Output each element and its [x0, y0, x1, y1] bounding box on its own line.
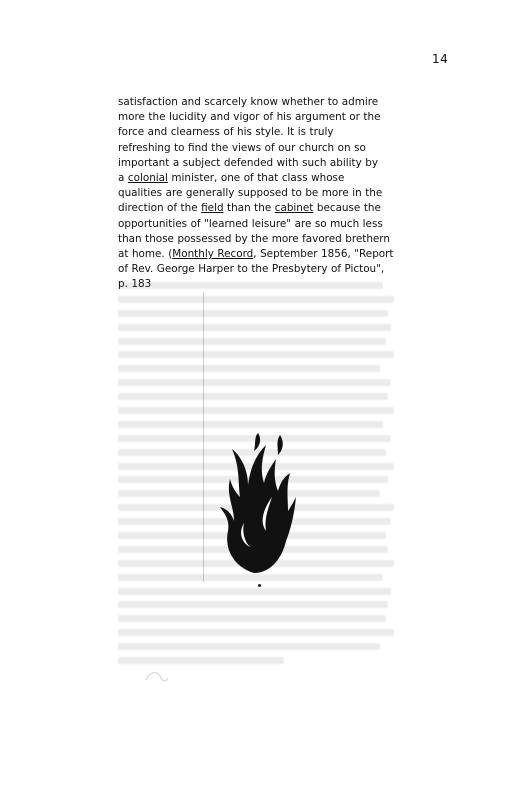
quote-line: opportunities of "learned leisure" are so much less [118, 217, 383, 230]
underlined-word-colonial: colonial [127, 172, 168, 185]
text-run: than the [223, 202, 275, 215]
quote-line: refreshing to find the views of our church on so [118, 141, 366, 154]
citation-title-monthly-record: Monthly Record [172, 248, 254, 261]
text-run: minister, one of that class whose [167, 172, 345, 185]
quote-line: than those possessed by the more favored brethern [118, 232, 390, 245]
quote-line [118, 247, 394, 262]
quote-line [118, 171, 390, 186]
text-run: , September 1856, "Report [253, 248, 394, 261]
ink-dot [258, 584, 261, 587]
quote-line: important a subject defended with such ability by [118, 156, 379, 169]
quote-line: p. 183 [118, 278, 152, 291]
flame-icon [214, 427, 296, 575]
quote-line: satisfaction and scarcely know whether to admire [118, 96, 379, 108]
pencil-mark [144, 668, 170, 686]
quote-block [118, 95, 394, 293]
quote-line: more the lucidity and vigor of his argument or the [118, 111, 381, 124]
quote-line [118, 201, 390, 216]
underlined-word-field: field [201, 202, 224, 215]
text-run: a [118, 172, 128, 185]
quote-line: qualities are generally supposed to be more in the [118, 187, 383, 200]
fold-line [203, 292, 204, 582]
page-number: 14 [432, 52, 449, 66]
text-run: direction of the [118, 202, 202, 215]
quote-line: of Rev. George Harper to the Presbytery of Pictou", [118, 263, 385, 276]
text-run: at home. ( [118, 248, 173, 261]
underlined-word-cabinet: cabinet [274, 202, 314, 215]
text-run: because the [313, 202, 381, 215]
quote-line: force and clearness of his style. It is truly [118, 126, 334, 139]
